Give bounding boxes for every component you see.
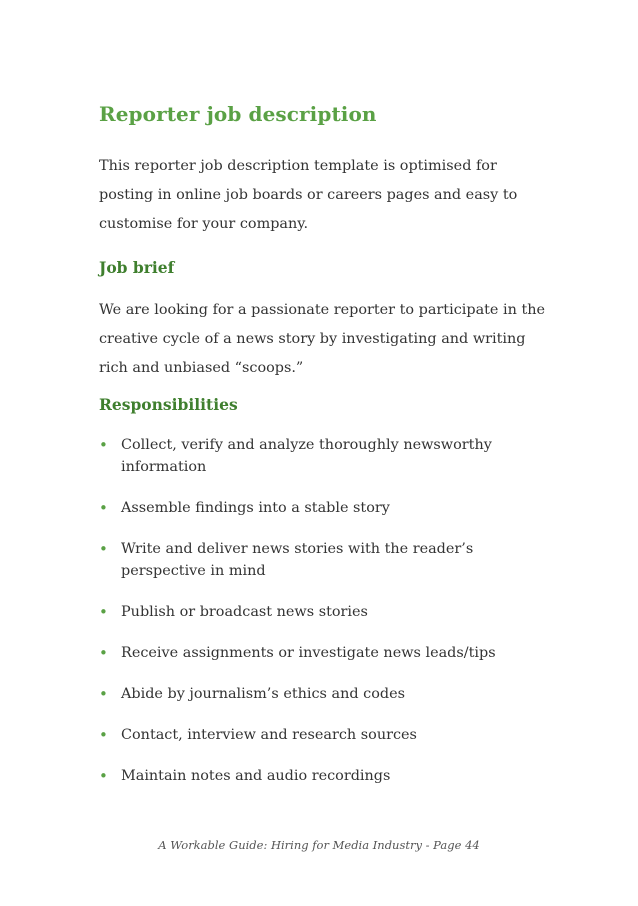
list-item-text: Write and deliver news stories with the reader’s perspective in mind [121, 541, 474, 579]
list-item-text: Collect, verify and analyze thoroughly newsworthy information [121, 437, 492, 475]
bullet-icon: • [99, 436, 108, 454]
list-item [99, 497, 539, 519]
bullet-icon: • [99, 603, 108, 621]
bullet-icon: • [99, 499, 108, 517]
page-title: Reporter job description [99, 102, 377, 126]
responsibilities-heading: Responsibilities [99, 395, 238, 414]
page-footer: A Workable Guide: Hiring for Media Industry - Page 44 [158, 838, 480, 852]
list-item-text: Maintain notes and audio recordings [121, 768, 391, 784]
job-brief-text: We are looking for a passionate reporter to participate in the creative cycle of a news story by investigating and writing rich and unbiased “scoops.” [99, 302, 546, 376]
bullet-icon: • [99, 644, 108, 662]
list-item [99, 642, 539, 664]
bullet-icon: • [99, 685, 108, 703]
list-item [99, 765, 539, 787]
list-item-text: Abide by journalism’s ethics and codes [121, 686, 405, 702]
list-item-text: Contact, interview and research sources [121, 727, 417, 743]
list-item [99, 724, 539, 746]
list-item [99, 434, 539, 478]
list-item [99, 683, 539, 705]
bullet-icon: • [99, 726, 108, 744]
list-item-text: Publish or broadcast news stories [121, 604, 368, 620]
responsibilities-list [99, 434, 539, 806]
job-brief-heading: Job brief [99, 258, 175, 277]
bullet-icon: • [99, 540, 108, 558]
intro-paragraph: This reporter job description template is optimised for posting in online job boards or careers pages and easy to customise for your company. [99, 158, 518, 232]
list-item-text: Receive assignments or investigate news leads/tips [121, 645, 496, 661]
bullet-icon: • [99, 767, 108, 785]
list-item [99, 601, 539, 623]
list-item [99, 538, 539, 582]
list-item-text: Assemble findings into a stable story [121, 500, 390, 516]
